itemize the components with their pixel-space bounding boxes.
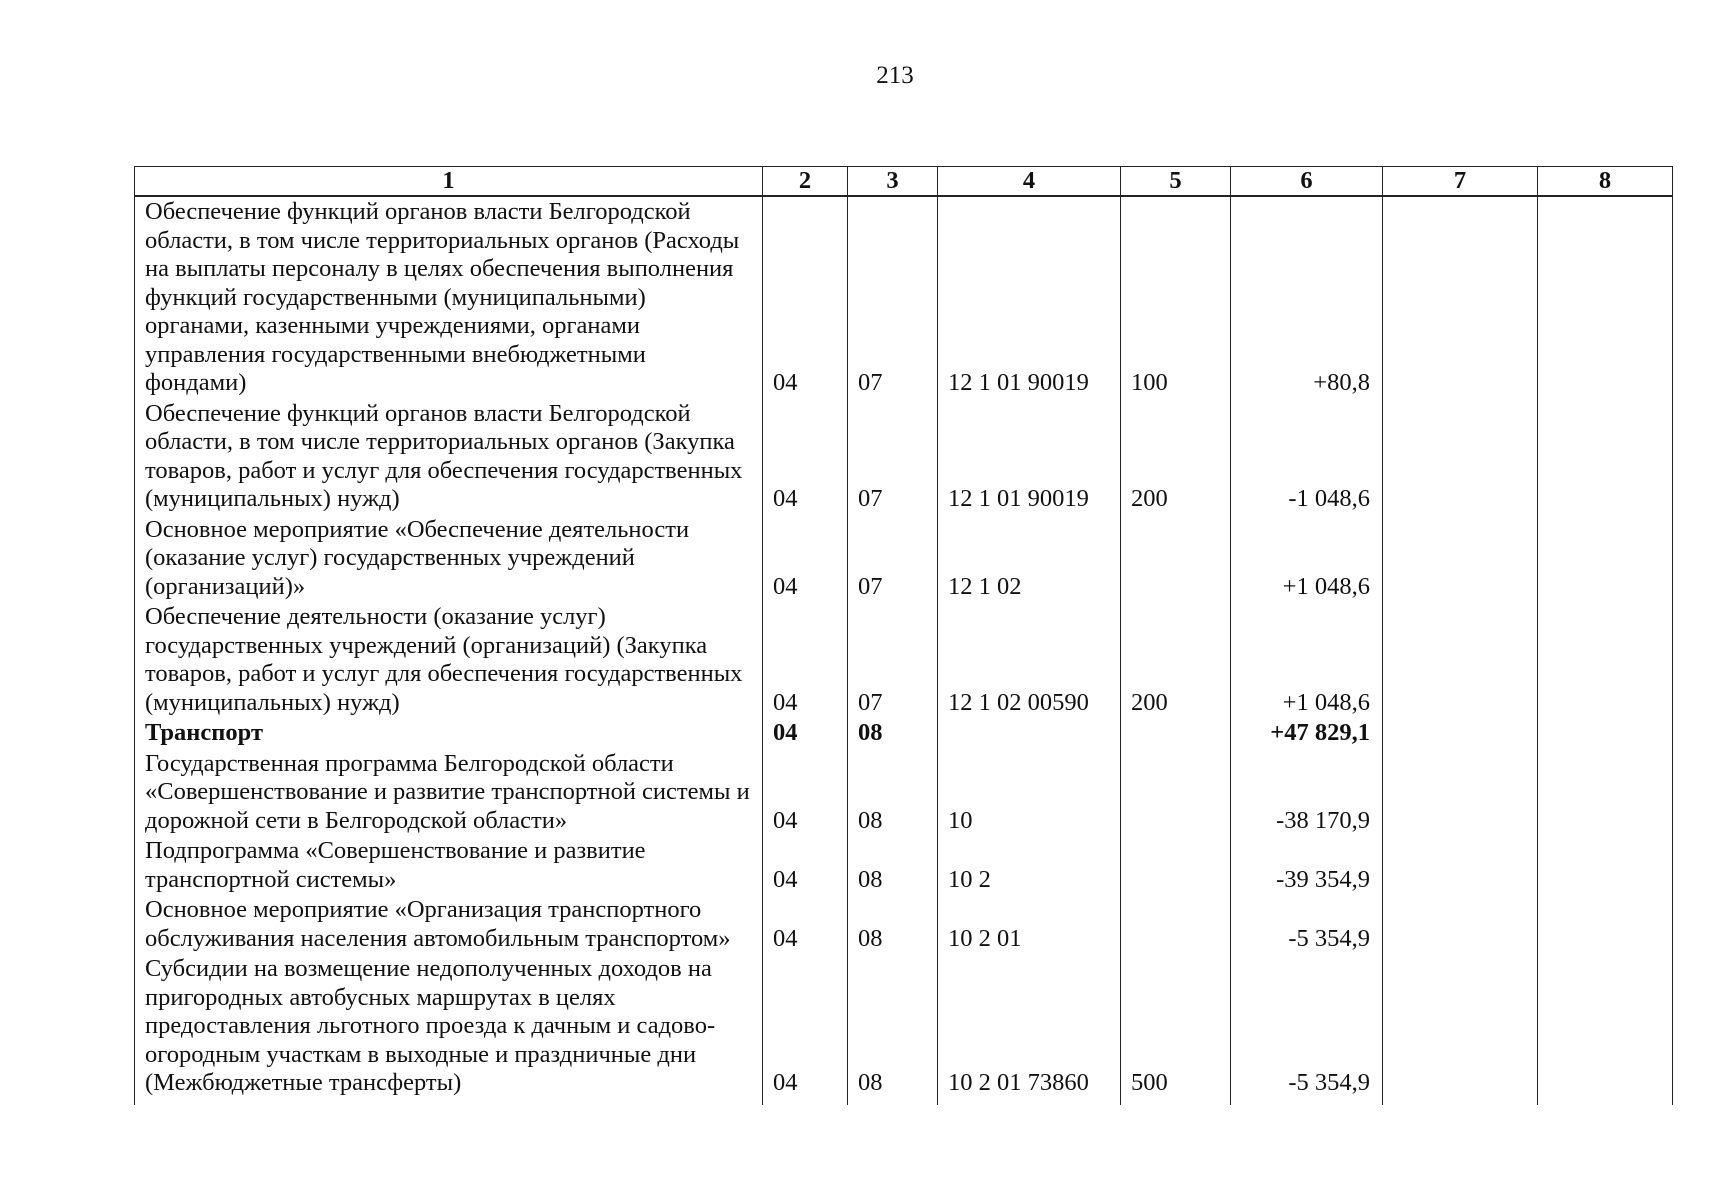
column-header-5: 5 bbox=[1121, 167, 1231, 197]
column-header-2: 2 bbox=[763, 167, 848, 197]
row-expense-type-cell bbox=[1121, 749, 1231, 837]
row-amount-cell: +1 048,6 bbox=[1231, 515, 1383, 603]
row-subsection-cell: 07 bbox=[848, 602, 938, 718]
row-amount-cell: -38 170,9 bbox=[1231, 749, 1383, 837]
row-amount-cell: -39 354,9 bbox=[1231, 836, 1383, 895]
row-amount-cell: +1 048,6 bbox=[1231, 602, 1383, 718]
row-col7-cell bbox=[1383, 718, 1538, 749]
row-target-cell: 12 1 02 00590 bbox=[938, 602, 1121, 718]
row-col8-cell bbox=[1538, 399, 1673, 515]
column-header-8: 8 bbox=[1538, 167, 1673, 197]
table-row bbox=[135, 515, 1673, 603]
table-row bbox=[135, 954, 1673, 1099]
table-row bbox=[135, 399, 1673, 515]
row-section-cell: 04 bbox=[763, 515, 848, 603]
spacer-cell bbox=[1121, 1099, 1231, 1105]
table-spacer-row bbox=[135, 1099, 1673, 1105]
row-col7-cell bbox=[1383, 895, 1538, 954]
row-col7-cell bbox=[1383, 749, 1538, 837]
row-col7-cell bbox=[1383, 515, 1538, 603]
row-col8-cell bbox=[1538, 836, 1673, 895]
table-row bbox=[135, 836, 1673, 895]
row-target-cell: 10 2 bbox=[938, 836, 1121, 895]
row-section-cell: 04 bbox=[763, 718, 848, 749]
column-header-1: 1 bbox=[135, 167, 763, 197]
row-section-cell: 04 bbox=[763, 602, 848, 718]
row-subsection-cell: 07 bbox=[848, 515, 938, 603]
row-target-cell: 12 1 02 bbox=[938, 515, 1121, 603]
row-expense-type-cell: 200 bbox=[1121, 399, 1231, 515]
row-name-cell: Субсидии на возмещение недополученных доходов на пригородных автобусных маршрутах в целях предоставления льготного проезда к дачным и садово-огородным участкам в выходные и праздничные дни (Межбюджетные трансферты) bbox=[135, 954, 763, 1099]
spacer-cell bbox=[1383, 1099, 1538, 1105]
table-row bbox=[135, 602, 1673, 718]
row-amount-cell: -1 048,6 bbox=[1231, 399, 1383, 515]
row-col8-cell bbox=[1538, 895, 1673, 954]
column-header-7: 7 bbox=[1383, 167, 1538, 197]
row-name-cell: Основное мероприятие «Организация транспортного обслуживания населения автомобильным транспортом» bbox=[135, 895, 763, 954]
spacer-cell bbox=[938, 1099, 1121, 1105]
row-expense-type-cell: 100 bbox=[1121, 196, 1231, 399]
row-col8-cell bbox=[1538, 602, 1673, 718]
row-name-cell: Основное мероприятие «Обеспечение деятельности (оказание услуг) государственных учреждений (организаций)» bbox=[135, 515, 763, 603]
spacer-cell bbox=[848, 1099, 938, 1105]
row-col8-cell bbox=[1538, 196, 1673, 399]
row-name-cell: Подпрограмма «Совершенствование и развитие транспортной системы» bbox=[135, 836, 763, 895]
row-name-cell: Государственная программа Белгородской области «Совершенствование и развитие транспортной системы и дорожной сети в Белгородской области» bbox=[135, 749, 763, 837]
page-number: 213 bbox=[876, 62, 914, 89]
row-section-cell: 04 bbox=[763, 749, 848, 837]
table-header-row bbox=[135, 167, 1673, 197]
row-subsection-cell: 08 bbox=[848, 954, 938, 1099]
table-row bbox=[135, 895, 1673, 954]
row-col8-cell bbox=[1538, 954, 1673, 1099]
row-expense-type-cell bbox=[1121, 515, 1231, 603]
row-expense-type-cell: 500 bbox=[1121, 954, 1231, 1099]
row-col7-cell bbox=[1383, 954, 1538, 1099]
row-amount-cell: -5 354,9 bbox=[1231, 895, 1383, 954]
row-expense-type-cell bbox=[1121, 895, 1231, 954]
row-target-cell: 10 bbox=[938, 749, 1121, 837]
table-row bbox=[135, 718, 1673, 749]
row-target-cell: 12 1 01 90019 bbox=[938, 399, 1121, 515]
row-target-cell bbox=[938, 718, 1121, 749]
row-section-cell: 04 bbox=[763, 399, 848, 515]
spacer-cell bbox=[135, 1099, 763, 1105]
row-name-cell: Обеспечение функций органов власти Белгородской области, в том числе территориальных органов (Закупка товаров, работ и услуг для обеспечения государственных (муниципальных) нужд) bbox=[135, 399, 763, 515]
table-body bbox=[135, 196, 1673, 1105]
row-expense-type-cell bbox=[1121, 836, 1231, 895]
row-expense-type-cell bbox=[1121, 718, 1231, 749]
row-col8-cell bbox=[1538, 515, 1673, 603]
row-target-cell: 12 1 01 90019 bbox=[938, 196, 1121, 399]
row-subsection-cell: 08 bbox=[848, 718, 938, 749]
row-subsection-cell: 07 bbox=[848, 399, 938, 515]
row-col7-cell bbox=[1383, 399, 1538, 515]
row-name-cell: Обеспечение функций органов власти Белгородской области, в том числе территориальных органов (Расходы на выплаты персоналу в целях обеспечения выполнения функций государственными (муниципальными) органами, казенными учреждениями, органами управления государственными внебюджетными фондами) bbox=[135, 196, 763, 399]
row-section-cell: 04 bbox=[763, 954, 848, 1099]
row-subsection-cell: 08 bbox=[848, 895, 938, 954]
row-target-cell: 10 2 01 bbox=[938, 895, 1121, 954]
row-amount-cell: +80,8 bbox=[1231, 196, 1383, 399]
row-section-cell: 04 bbox=[763, 895, 848, 954]
table-row bbox=[135, 196, 1673, 399]
row-amount-cell: -5 354,9 bbox=[1231, 954, 1383, 1099]
row-subsection-cell: 08 bbox=[848, 749, 938, 837]
column-header-6: 6 bbox=[1231, 167, 1383, 197]
budget-sheet bbox=[134, 166, 1672, 1112]
row-col7-cell bbox=[1383, 836, 1538, 895]
row-target-cell: 10 2 01 73860 bbox=[938, 954, 1121, 1099]
row-name-cell: Обеспечение деятельности (оказание услуг) государственных учреждений (организаций) (Закупка товаров, работ и услуг для обеспечения государственных (муниципальных) нужд) bbox=[135, 602, 763, 718]
spacer-cell bbox=[1231, 1099, 1383, 1105]
row-subsection-cell: 07 bbox=[848, 196, 938, 399]
row-section-cell: 04 bbox=[763, 196, 848, 399]
row-col8-cell bbox=[1538, 749, 1673, 837]
row-col8-cell bbox=[1538, 718, 1673, 749]
row-col7-cell bbox=[1383, 602, 1538, 718]
row-col7-cell bbox=[1383, 196, 1538, 399]
spacer-cell bbox=[763, 1099, 848, 1105]
column-header-3: 3 bbox=[848, 167, 938, 197]
spacer-cell bbox=[1538, 1099, 1673, 1105]
row-section-cell: 04 bbox=[763, 836, 848, 895]
row-expense-type-cell: 200 bbox=[1121, 602, 1231, 718]
table-row bbox=[135, 749, 1673, 837]
budget-table bbox=[134, 166, 1673, 1105]
row-name-cell: Транспорт bbox=[135, 718, 763, 749]
row-amount-cell: +47 829,1 bbox=[1231, 718, 1383, 749]
column-header-4: 4 bbox=[938, 167, 1121, 197]
row-subsection-cell: 08 bbox=[848, 836, 938, 895]
